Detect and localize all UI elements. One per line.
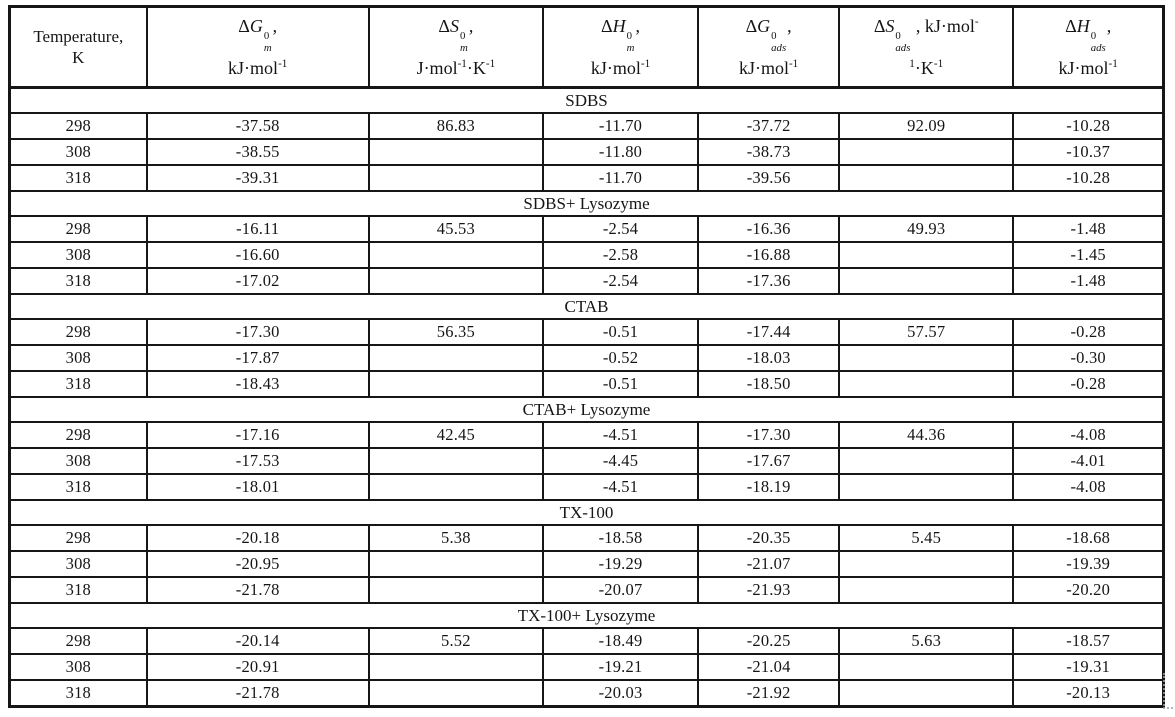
value-cell: -18.43: [147, 371, 369, 397]
value-cell: [369, 139, 543, 165]
temperature-cell: 298: [10, 113, 147, 139]
value-cell: -18.58: [543, 525, 698, 551]
temperature-cell: 318: [10, 268, 147, 294]
value-cell: -19.29: [543, 551, 698, 577]
value-cell: -37.58: [147, 113, 369, 139]
section-title: TX-100: [10, 500, 1164, 525]
value-cell: -21.93: [698, 577, 839, 603]
value-cell: [839, 577, 1013, 603]
value-cell: 42.45: [369, 422, 543, 448]
value-cell: 5.52: [369, 628, 543, 654]
value-cell: [369, 551, 543, 577]
col-header-temperature: Temperature, K: [10, 7, 147, 88]
table-row: [10, 319, 1164, 345]
scan-edge-artifact: [1163, 673, 1173, 709]
value-cell: -11.70: [543, 113, 698, 139]
value-cell: -20.25: [698, 628, 839, 654]
section-title: CTAB: [10, 294, 1164, 319]
temperature-cell: 298: [10, 628, 147, 654]
value-cell: -18.50: [698, 371, 839, 397]
table-row: [10, 628, 1164, 654]
value-cell: [369, 268, 543, 294]
table-row: [10, 551, 1164, 577]
value-cell: -21.92: [698, 680, 839, 707]
section-title: CTAB+ Lysozyme: [10, 397, 1164, 422]
col-header-dG-adsorption: ΔG 0 ads , kJ·mol$^{-1}$: [698, 7, 839, 88]
table-row: [10, 242, 1164, 268]
value-cell: 5.63: [839, 628, 1013, 654]
table-row: [10, 474, 1164, 500]
value-cell: -16.88: [698, 242, 839, 268]
value-cell: [369, 165, 543, 191]
value-cell: -18.57: [1013, 628, 1163, 654]
value-cell: -17.67: [698, 448, 839, 474]
value-cell: [839, 680, 1013, 707]
temperature-cell: 308: [10, 345, 147, 371]
value-cell: -17.53: [147, 448, 369, 474]
value-cell: -17.44: [698, 319, 839, 345]
section-title-row: [10, 397, 1164, 422]
section-title-row: [10, 500, 1164, 525]
value-cell: -4.08: [1013, 474, 1163, 500]
value-cell: -2.54: [543, 268, 698, 294]
value-cell: -20.03: [543, 680, 698, 707]
value-cell: -10.28: [1013, 165, 1163, 191]
value-cell: -0.51: [543, 319, 698, 345]
value-cell: -16.11: [147, 216, 369, 242]
value-cell: 5.38: [369, 525, 543, 551]
value-cell: -0.52: [543, 345, 698, 371]
value-cell: 56.35: [369, 319, 543, 345]
temperature-cell: 308: [10, 551, 147, 577]
temperature-cell: 298: [10, 216, 147, 242]
section-title: TX-100+ Lysozyme: [10, 603, 1164, 628]
value-cell: -20.35: [698, 525, 839, 551]
temperature-cell: 308: [10, 139, 147, 165]
section-title-row: [10, 191, 1164, 216]
value-cell: -2.58: [543, 242, 698, 268]
value-cell: -20.20: [1013, 577, 1163, 603]
value-cell: 49.93: [839, 216, 1013, 242]
temperature-cell: 318: [10, 680, 147, 707]
value-cell: [839, 165, 1013, 191]
value-cell: -39.56: [698, 165, 839, 191]
section-title-row: [10, 294, 1164, 319]
table-row: [10, 654, 1164, 680]
value-cell: [369, 448, 543, 474]
value-cell: -10.28: [1013, 113, 1163, 139]
value-cell: -17.30: [698, 422, 839, 448]
value-cell: 86.83: [369, 113, 543, 139]
value-cell: -11.80: [543, 139, 698, 165]
value-cell: [839, 371, 1013, 397]
value-cell: -18.03: [698, 345, 839, 371]
header-row: [10, 7, 1164, 88]
value-cell: [369, 345, 543, 371]
value-cell: -19.21: [543, 654, 698, 680]
temperature-cell: 298: [10, 319, 147, 345]
value-cell: [839, 654, 1013, 680]
value-cell: -20.18: [147, 525, 369, 551]
value-cell: -4.08: [1013, 422, 1163, 448]
value-cell: -11.70: [543, 165, 698, 191]
value-cell: 45.53: [369, 216, 543, 242]
table-row: [10, 680, 1164, 707]
value-cell: -20.14: [147, 628, 369, 654]
table-row: [10, 371, 1164, 397]
value-cell: -4.51: [543, 474, 698, 500]
value-cell: -20.95: [147, 551, 369, 577]
table-row: [10, 345, 1164, 371]
value-cell: -18.01: [147, 474, 369, 500]
col-header-dS-adsorption: ΔS 0 ads , kJ·mol- $^1\cdot K^{-1}$: [839, 7, 1013, 88]
value-cell: [369, 474, 543, 500]
temperature-cell: 318: [10, 474, 147, 500]
value-cell: -0.28: [1013, 371, 1163, 397]
section-title-row: [10, 88, 1164, 114]
value-cell: -18.49: [543, 628, 698, 654]
temperature-cell: 308: [10, 242, 147, 268]
table-row: [10, 216, 1164, 242]
value-cell: -17.30: [147, 319, 369, 345]
value-cell: -0.30: [1013, 345, 1163, 371]
value-cell: -19.31: [1013, 654, 1163, 680]
value-cell: -17.02: [147, 268, 369, 294]
value-cell: -4.51: [543, 422, 698, 448]
value-cell: [839, 474, 1013, 500]
section-title: SDBS: [10, 88, 1164, 114]
value-cell: -38.73: [698, 139, 839, 165]
value-cell: [369, 242, 543, 268]
table-row: [10, 139, 1164, 165]
temperature-cell: 298: [10, 525, 147, 551]
value-cell: -16.36: [698, 216, 839, 242]
value-cell: -20.13: [1013, 680, 1163, 707]
temperature-cell: 308: [10, 654, 147, 680]
value-cell: -1.48: [1013, 268, 1163, 294]
value-cell: [369, 654, 543, 680]
section-title: SDBS+ Lysozyme: [10, 191, 1164, 216]
value-cell: [369, 371, 543, 397]
col-header-dH-adsorption: ΔH 0 ads , kJ·mol$^{-1}$: [1013, 7, 1163, 88]
value-cell: -37.72: [698, 113, 839, 139]
table-row: [10, 448, 1164, 474]
value-cell: -2.54: [543, 216, 698, 242]
value-cell: [839, 551, 1013, 577]
value-cell: -17.87: [147, 345, 369, 371]
value-cell: [839, 345, 1013, 371]
value-cell: 57.57: [839, 319, 1013, 345]
value-cell: 5.45: [839, 525, 1013, 551]
value-cell: -21.07: [698, 551, 839, 577]
value-cell: 92.09: [839, 113, 1013, 139]
value-cell: [839, 448, 1013, 474]
value-cell: -16.60: [147, 242, 369, 268]
temperature-cell: 308: [10, 448, 147, 474]
value-cell: -4.01: [1013, 448, 1163, 474]
value-cell: [839, 268, 1013, 294]
table-row: [10, 422, 1164, 448]
value-cell: -39.31: [147, 165, 369, 191]
value-cell: -18.19: [698, 474, 839, 500]
value-cell: [839, 242, 1013, 268]
value-cell: -1.45: [1013, 242, 1163, 268]
value-cell: [369, 680, 543, 707]
value-cell: [369, 577, 543, 603]
temperature-cell: 318: [10, 371, 147, 397]
value-cell: -21.78: [147, 577, 369, 603]
table-row: [10, 577, 1164, 603]
temperature-cell: 318: [10, 577, 147, 603]
temperature-cell: 318: [10, 165, 147, 191]
col-header-dS-micelle: ΔS 0 m , $J\cdot mol^{-1}\cdot K^{-1}$: [369, 7, 543, 88]
thermodynamic-parameters-table: [8, 5, 1165, 708]
value-cell: -17.16: [147, 422, 369, 448]
table-row: [10, 113, 1164, 139]
value-cell: -10.37: [1013, 139, 1163, 165]
section-title-row: [10, 603, 1164, 628]
value-cell: -0.28: [1013, 319, 1163, 345]
value-cell: -21.78: [147, 680, 369, 707]
value-cell: -20.07: [543, 577, 698, 603]
col-header-dH-micelle: ΔH 0 m , kJ·mol$^{-1}$: [543, 7, 698, 88]
table-row: [10, 165, 1164, 191]
value-cell: 44.36: [839, 422, 1013, 448]
value-cell: -1.48: [1013, 216, 1163, 242]
table-row: [10, 525, 1164, 551]
value-cell: -4.45: [543, 448, 698, 474]
value-cell: -0.51: [543, 371, 698, 397]
value-cell: -17.36: [698, 268, 839, 294]
value-cell: -38.55: [147, 139, 369, 165]
value-cell: [839, 139, 1013, 165]
col-header-dG-micelle: ΔG 0 m , kJ·mol$^{-1}$: [147, 7, 369, 88]
temperature-cell: 298: [10, 422, 147, 448]
value-cell: -21.04: [698, 654, 839, 680]
value-cell: -19.39: [1013, 551, 1163, 577]
table-row: [10, 268, 1164, 294]
value-cell: -20.91: [147, 654, 369, 680]
value-cell: -18.68: [1013, 525, 1163, 551]
table-body: [10, 88, 1164, 707]
